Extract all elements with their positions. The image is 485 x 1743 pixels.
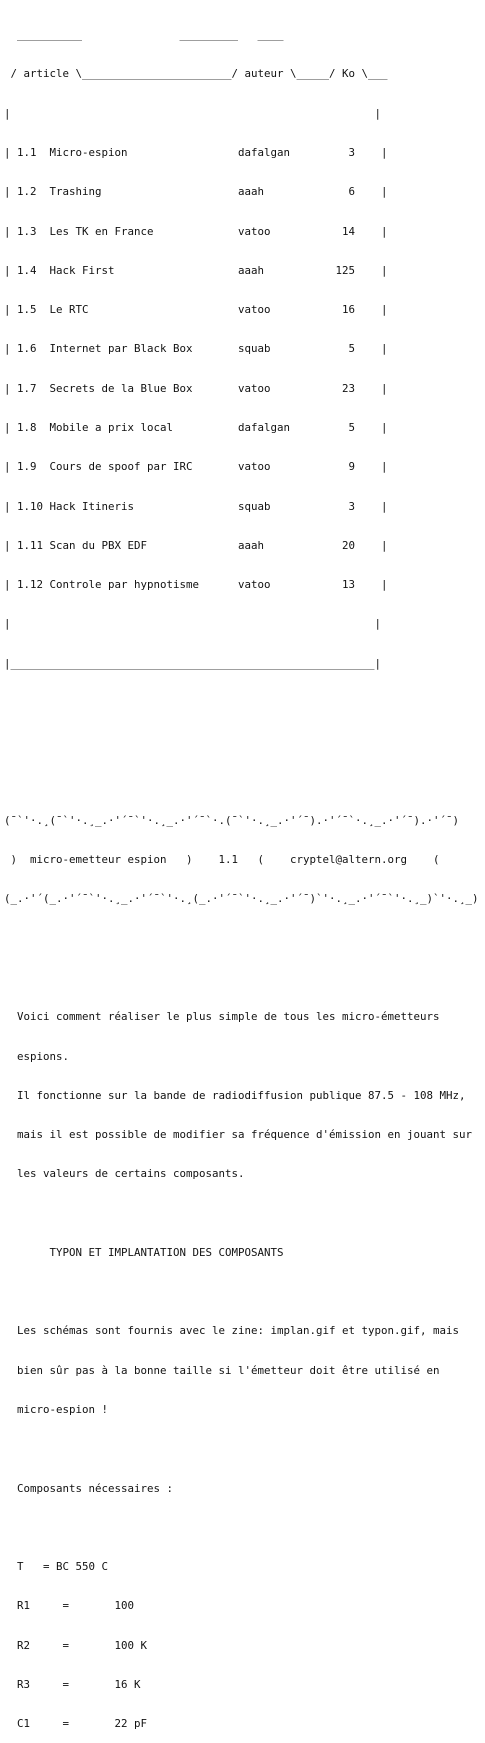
blank-line [4, 696, 485, 709]
text-document [4, 2, 485, 1743]
blank-line [4, 735, 485, 748]
blank-line [4, 1285, 485, 1298]
component-line: R3 = 16 K [4, 1678, 141, 1691]
table-row: | 1.5 Le RTC vatoo 16 | [4, 303, 388, 317]
banner-top: (¯`'·.¸(¯`'·.¸_.·'´¯`'·.¸_.·'´¯`·.(¯`'·.¸_.·'´¯).·'´¯`·.¸_.·'´¯).·'´¯) [4, 813, 460, 827]
table-row: | 1.12 Controle par hypnotisme vatoo 13 | [4, 578, 388, 592]
table-header-row: / article \_______________________/ auteur \_____/ Ko \___ [4, 67, 388, 81]
blank-line [4, 1521, 485, 1534]
body-text-line: micro-espion ! [4, 1403, 109, 1417]
component-line: R2 = 100 K [4, 1638, 148, 1652]
component-line: R1 = 100 [4, 1599, 135, 1613]
body-text-line: Il fonctionne sur la bande de radiodiffusion publique 87.5 - 108 MHz, [4, 1088, 466, 1102]
table-row: | 1.8 Mobile a prix local dafalgan 5 | [4, 421, 388, 434]
table-row: | 1.7 Secrets de la Blue Box vatoo 23 | [4, 381, 388, 395]
component-line: C1 = 22 pF [4, 1717, 148, 1731]
table-row: | 1.1 Micro-espion dafalgan 3 | [4, 146, 388, 160]
body-text-line: Voici comment réaliser le plus simple de tous les micro-émetteurs [4, 1010, 440, 1024]
table-row: | 1.4 Hack First aaah 125 | [4, 263, 388, 277]
table-top-tabs: __________ _________ ____ [4, 28, 284, 42]
body-text-line: mais il est possible de modifier sa fréquence d'émission en jouant sur [4, 1128, 473, 1142]
table-bottom-border: |________________________________________________________| [4, 656, 382, 670]
table-row: | 1.3 Les TK en France vatoo 14 | [4, 224, 388, 238]
blank-line [4, 1442, 485, 1455]
blank-line [4, 1207, 485, 1220]
body-text-line: espions. [4, 1049, 70, 1063]
body-text-line: bien sûr pas à la bonne taille si l'émetteur doit être utilisé en [4, 1363, 440, 1377]
body-text-line: les valeurs de certains composants. [4, 1167, 245, 1181]
section-heading: TYPON ET IMPLANTATION DES COMPOSANTS [4, 1245, 284, 1259]
blank-line [4, 932, 485, 945]
table-spacer-row: | | [4, 106, 382, 120]
banner-bottom: (_.·'´(_.·'´¯`'·.¸_.·'´¯`'·.¸(_.·'´¯`'·.¸_.·'´¯)`'·.¸_.·'´¯`'·.¸_)`'·.¸_) [4, 892, 479, 906]
blank-line [4, 775, 485, 788]
banner-title: ) micro-emetteur espion ) 1.1 ( cryptel@altern.org ( [4, 853, 440, 867]
table-row: | 1.6 Internet par Black Box squab 5 | [4, 342, 388, 356]
table-row: | 1.11 Scan du PBX EDF aaah 20 | [4, 538, 388, 552]
table-row: | 1.2 Trashing aaah 6 | [4, 185, 388, 199]
body-text-line: Les schémas sont fournis avec le zine: implan.gif et typon.gif, mais [4, 1324, 460, 1338]
components-heading: Composants nécessaires : [4, 1481, 174, 1495]
table-row: | 1.9 Cours de spoof par IRC vatoo 9 | [4, 460, 388, 474]
blank-line [4, 971, 485, 984]
table-spacer-row: | | [4, 617, 382, 631]
table-row: | 1.10 Hack Itineris squab 3 | [4, 499, 388, 513]
component-line: T = BC 550 C [4, 1560, 109, 1574]
